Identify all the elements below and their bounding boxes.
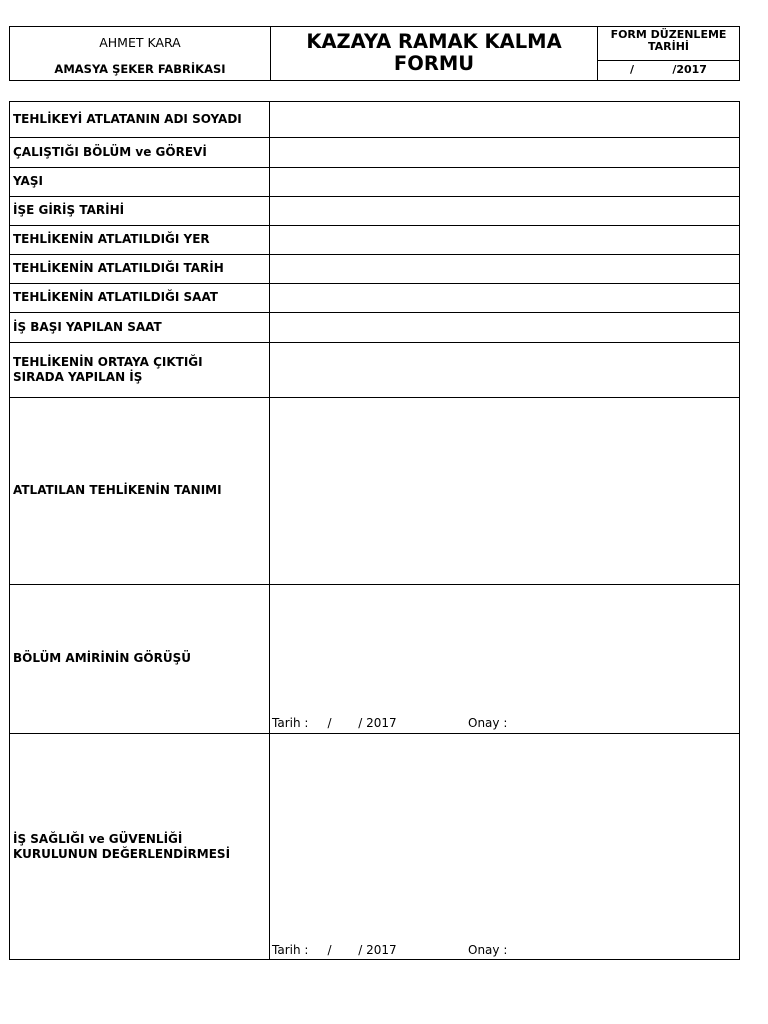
form-row xyxy=(9,312,740,342)
row-label: İŞ BAŞI YAPILAN SAAT xyxy=(13,320,162,334)
row-label: İŞE GİRİŞ TARİHİ xyxy=(13,203,125,217)
row-value-field[interactable] xyxy=(271,168,739,195)
row-label: İŞ SAĞLIĞI ve GÜVENLİĞİ KURULUNUN DEĞERLENDİRMESİ xyxy=(13,832,231,861)
form-row xyxy=(9,254,740,283)
row-value-field[interactable] xyxy=(271,343,739,396)
row-label: TEHLİKENİN ATLATILDIĞI YER xyxy=(13,232,210,246)
row-value-field[interactable] xyxy=(271,284,739,311)
row-value-field[interactable] xyxy=(271,313,739,341)
row-label: TEHLİKENİN ATLATILDIĞI SAAT xyxy=(13,290,218,304)
row-label: ATLATILAN TEHLİKENİN TANIMI xyxy=(13,483,222,497)
form-row xyxy=(9,225,740,254)
form-title: KAZAYA RAMAK KALMA FORMU xyxy=(306,30,562,75)
form-row xyxy=(9,584,740,733)
row-label: YAŞI xyxy=(13,174,43,188)
row-value-field[interactable] xyxy=(271,585,739,732)
row-value-field[interactable] xyxy=(271,197,739,224)
form-row xyxy=(9,342,740,397)
form-row xyxy=(9,283,740,312)
signature-approval: Onay : xyxy=(468,716,508,730)
form-row xyxy=(9,733,740,960)
row-label: TEHLİKENİN ATLATILDIĞI TARİH xyxy=(13,261,224,275)
signature-date: Tarih : / / 2017 xyxy=(272,943,397,957)
row-label: ÇALIŞTIĞI BÖLÜM ve GÖREVİ xyxy=(13,145,207,159)
row-value-field[interactable] xyxy=(271,226,739,253)
row-value-field[interactable] xyxy=(271,398,739,583)
row-label: TEHLİKENİN ORTAYA ÇIKTIĞI SIRADA YAPILAN İŞ xyxy=(13,355,203,384)
form-row xyxy=(9,397,740,584)
form-date-label: FORM DÜZENLEME TARİHİ xyxy=(610,28,727,53)
row-value-field[interactable] xyxy=(271,255,739,282)
row-value-field[interactable] xyxy=(271,734,739,959)
row-label: TEHLİKEYİ ATLATANIN ADI SOYADI xyxy=(13,112,242,126)
row-value-field[interactable] xyxy=(271,138,739,166)
signature-date: Tarih : / / 2017 xyxy=(272,716,397,730)
form-row xyxy=(9,196,740,225)
form-row xyxy=(9,167,740,196)
signature-approval: Onay : xyxy=(468,943,508,957)
person-name: AHMET KARA xyxy=(99,35,181,50)
company-name: AMASYA ŞEKER FABRİKASI xyxy=(54,62,226,76)
row-label: BÖLÜM AMİRİNİN GÖRÜŞÜ xyxy=(13,651,191,665)
row-value-field[interactable] xyxy=(271,102,739,136)
form-row xyxy=(9,137,740,167)
form-date-value: / /2017 xyxy=(630,63,707,76)
form-row xyxy=(9,101,740,137)
